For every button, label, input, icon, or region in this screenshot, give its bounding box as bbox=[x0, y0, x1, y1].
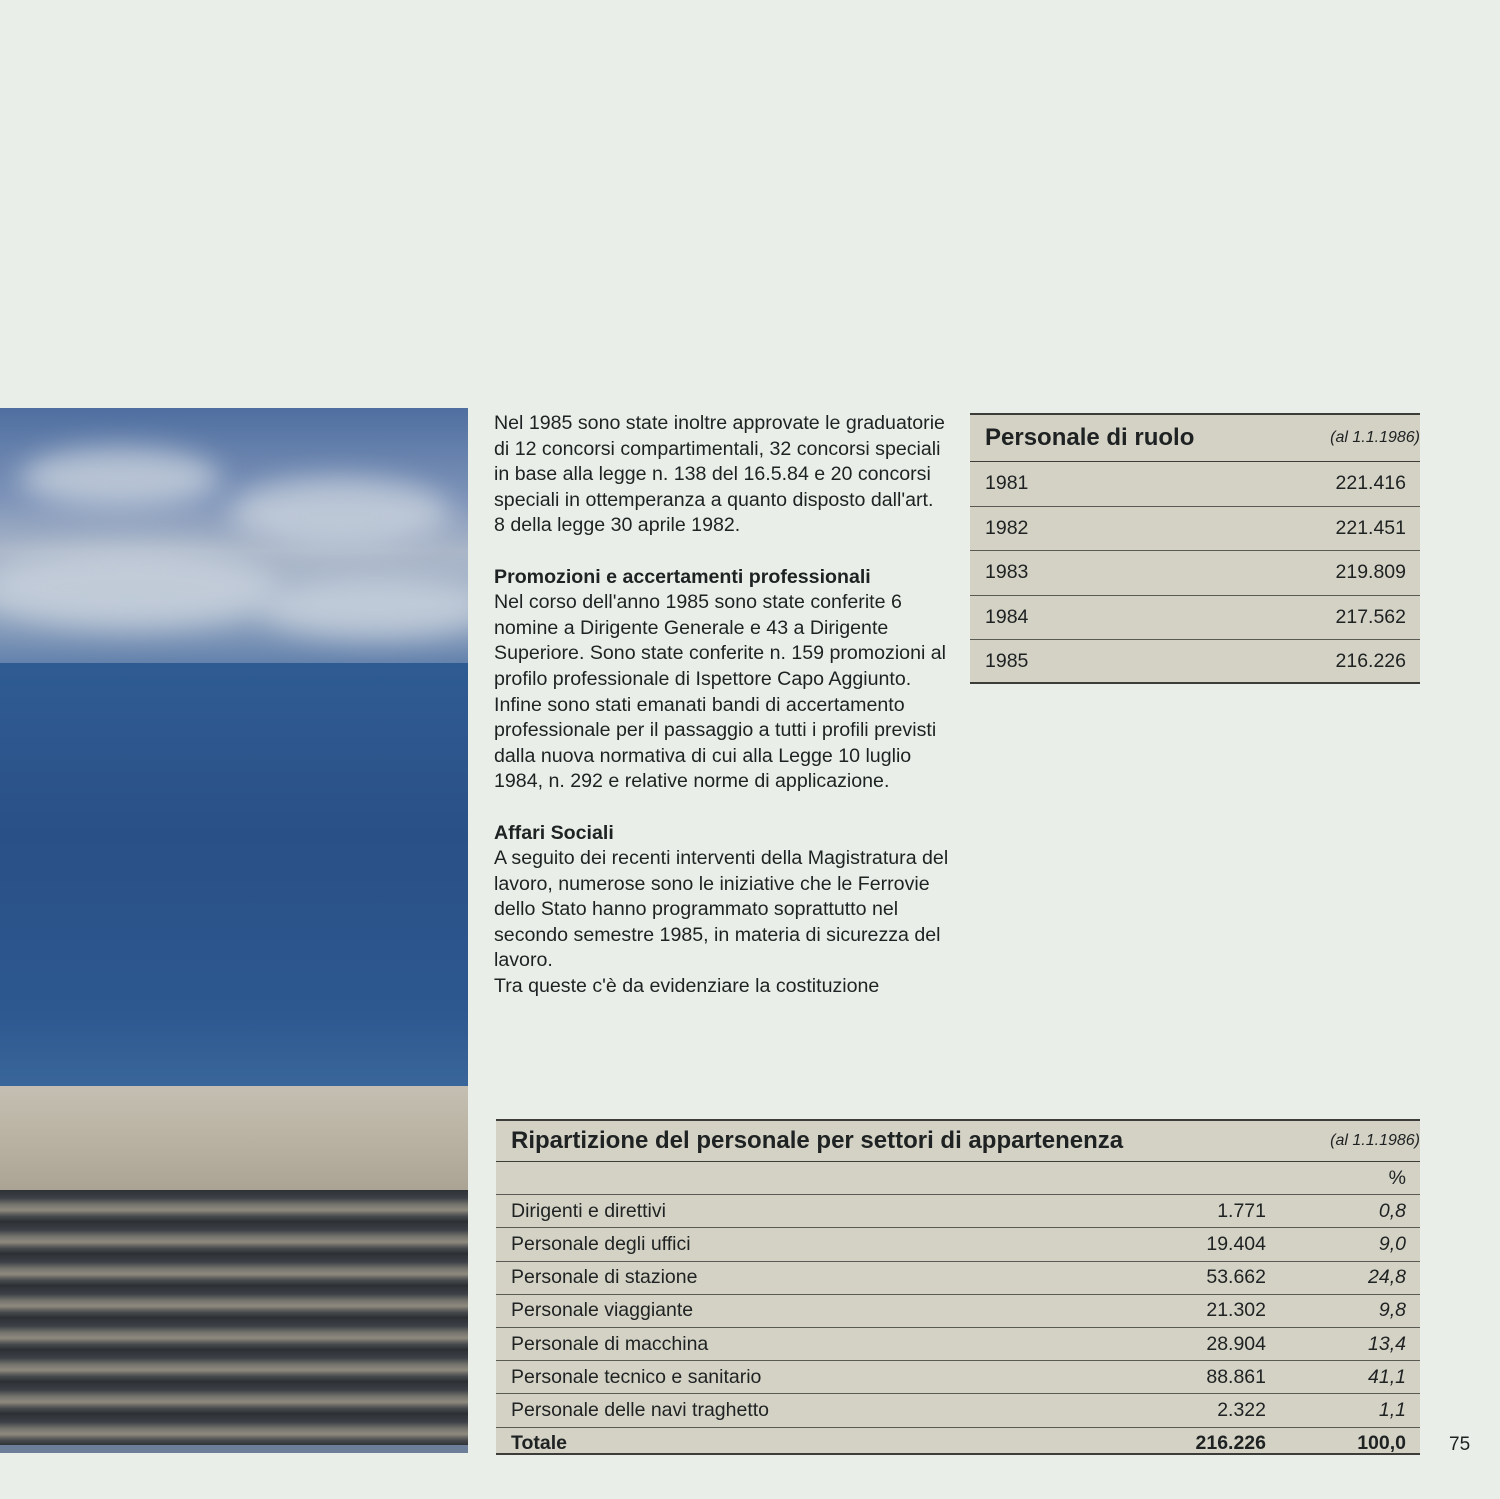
table-title: Ripartizione del personale per settori di appartenenza bbox=[511, 1127, 1124, 1154]
row-value: 2.322 bbox=[1217, 1398, 1266, 1421]
table-unit-row bbox=[496, 1162, 1420, 1195]
row-value: 221.416 bbox=[1335, 472, 1406, 495]
table-ripartizione-personale bbox=[496, 1119, 1420, 1455]
table-date-note: (al 1.1.1986) bbox=[1330, 1132, 1420, 1149]
row-percent: 24,8 bbox=[1368, 1266, 1406, 1289]
heading-promozioni: Promozioni e accertamenti professionali bbox=[494, 565, 871, 588]
row-year: 1981 bbox=[985, 472, 1029, 495]
photo-beach bbox=[0, 1086, 468, 1196]
row-label: Dirigenti e direttivi bbox=[511, 1199, 666, 1222]
table-row bbox=[496, 1394, 1420, 1427]
page-number: 75 bbox=[1449, 1434, 1471, 1455]
total-percent: 100,0 bbox=[1357, 1432, 1406, 1455]
table-date-note: (al 1.1.1986) bbox=[1330, 429, 1420, 446]
photo-cloud bbox=[20, 448, 220, 508]
row-percent: 9,8 bbox=[1378, 1299, 1406, 1322]
table-row bbox=[496, 1328, 1420, 1361]
table-row bbox=[496, 1195, 1420, 1228]
table-row bbox=[496, 1361, 1420, 1394]
row-value: 19.404 bbox=[1206, 1232, 1266, 1255]
table-header bbox=[496, 1121, 1420, 1162]
row-year: 1984 bbox=[985, 605, 1029, 628]
row-label: Personale delle navi traghetto bbox=[511, 1398, 770, 1421]
table-row bbox=[496, 1228, 1420, 1261]
table-personale-di-ruolo bbox=[970, 413, 1420, 684]
paragraph-affari-sociali-continued: Tra queste c'è da evidenziare la costituzione bbox=[494, 975, 880, 998]
percent-unit: % bbox=[1388, 1166, 1406, 1189]
row-year: 1983 bbox=[985, 561, 1029, 584]
photo-cloud bbox=[230, 478, 450, 548]
row-value: 21.302 bbox=[1206, 1299, 1266, 1322]
table-row bbox=[970, 640, 1420, 684]
row-label: Personale degli uffici bbox=[511, 1232, 691, 1255]
row-label: Personale viaggiante bbox=[511, 1299, 694, 1322]
heading-affari-sociali: Affari Sociali bbox=[494, 821, 614, 844]
row-label: Personale tecnico e sanitario bbox=[511, 1365, 762, 1388]
row-value: 219.809 bbox=[1335, 561, 1406, 584]
table-header bbox=[970, 415, 1420, 462]
table-row bbox=[496, 1295, 1420, 1328]
table-row bbox=[970, 551, 1420, 596]
paragraph-affari-sociali: A seguito dei recenti interventi della Magistratura del lavoro, numerose sono le iniziative che le Ferrovie dello Stato hanno programmato soprattutto nel secondo semestre 1985, in materia di sicurezza del lavoro. bbox=[494, 847, 949, 972]
row-percent: 41,1 bbox=[1368, 1365, 1406, 1388]
paragraph-graduatorie: Nel 1985 sono state inoltre approvate le graduatorie di 12 concorsi compartimentali, 32 concorsi speciali in base alla legge n. 138 del 16.5.84 e 20 concorsi speciali in ottemperanza a quanto disposto dall'art. 8 della legge 30 aprile 1982. bbox=[494, 412, 945, 537]
row-value: 217.562 bbox=[1335, 605, 1406, 628]
row-percent: 13,4 bbox=[1368, 1332, 1406, 1355]
row-value: 28.904 bbox=[1206, 1332, 1266, 1355]
row-value: 216.226 bbox=[1335, 650, 1406, 673]
total-label: Totale bbox=[511, 1432, 567, 1455]
paragraph-promozioni: Nel corso dell'anno 1985 sono state conferite 6 nomine a Dirigente Generale e 43 a Dirigente Superiore. Sono state conferite n. 159 promozioni al profilo professionale di Ispettore Capo Aggiunto. Infine sono stati emanati bandi di accertamento professionale per il passaggio a tutti i profili previsti dalla nuova normativa di cui alla Legge 10 luglio 1984, n. 292 e relative norme di applicazione. bbox=[494, 591, 947, 793]
row-label: Personale di stazione bbox=[511, 1266, 698, 1289]
photo-railway-tracks bbox=[0, 1190, 468, 1453]
table-row bbox=[970, 507, 1420, 552]
row-year: 1982 bbox=[985, 516, 1029, 539]
row-label: Personale di macchina bbox=[511, 1332, 709, 1355]
row-value: 53.662 bbox=[1206, 1266, 1266, 1289]
row-value: 221.451 bbox=[1335, 516, 1406, 539]
body-text-column bbox=[494, 411, 949, 1000]
table-row bbox=[970, 462, 1420, 507]
row-percent: 0,8 bbox=[1378, 1199, 1406, 1222]
row-value: 1.771 bbox=[1217, 1199, 1266, 1222]
sea-railway-photo bbox=[0, 408, 468, 1453]
row-value: 88.861 bbox=[1206, 1365, 1266, 1388]
row-year: 1985 bbox=[985, 650, 1029, 673]
total-value: 216.226 bbox=[1195, 1432, 1266, 1455]
table-total-row bbox=[496, 1428, 1420, 1460]
table-title: Personale di ruolo bbox=[985, 424, 1195, 451]
photo-sea bbox=[0, 663, 468, 1093]
row-percent: 9,0 bbox=[1378, 1232, 1406, 1255]
table-row bbox=[496, 1262, 1420, 1295]
row-percent: 1,1 bbox=[1378, 1398, 1406, 1421]
table-row bbox=[970, 596, 1420, 641]
